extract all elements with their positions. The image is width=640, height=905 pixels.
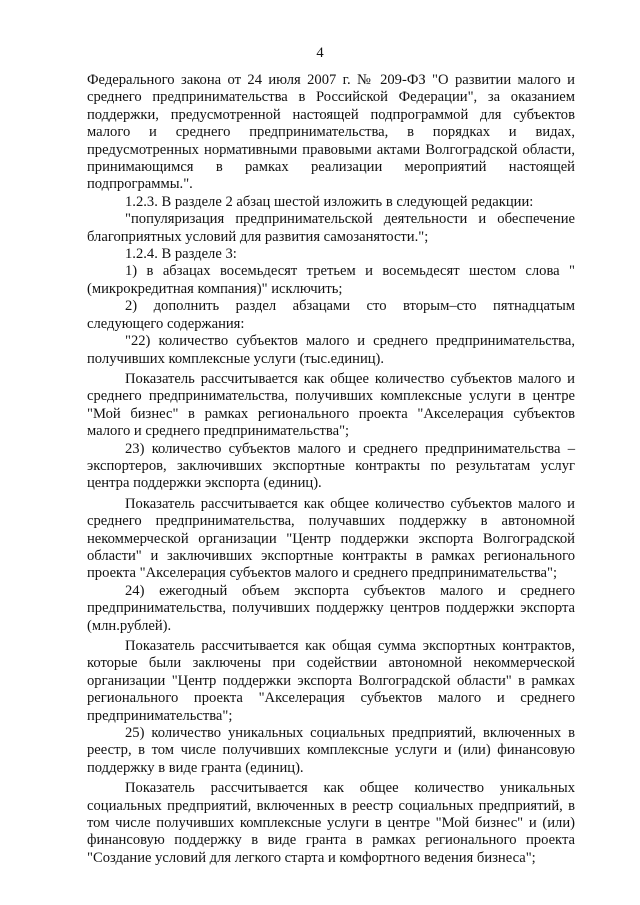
paragraph-item-1: 1) в абзацах восемьдесят третьем и восемьдесят шестом слова "(микрокредитная компания)" исключить; <box>87 263 575 297</box>
paragraph-indicator-22: "22) количество субъектов малого и среднего предпринимательства, получивших комплексные услуги (тыс.единиц). <box>87 333 575 367</box>
paragraph-continuation: Федерального закона от 24 июля 2007 г. № 209-ФЗ "О развитии малого и среднего предпринимательства в Российской Федерации", за оказанием поддержки, предусмотренной настоящей подпрограммой для субъектов малого и среднего предпринимательства, в порядках и видах, предусмотренных нормативными правовыми актами Волгоградской области, принимающимся в рамках реализации мероприятий настоящей подпрограммы.". <box>87 72 575 193</box>
paragraph-indicator-23-method: Показатель рассчитывается как общее количество субъектов малого и среднего предпринимательства, получавших поддержку в автономной некоммерческой организации "Центр поддержки экспорта Волгоградской области" и заключивших экспортные контракты в рамках регионального проекта "Акселерация субъектов малого и среднего предпринимательства"; <box>87 495 575 582</box>
paragraph-indicator-24-method: Показатель рассчитывается как общая сумма экспортных контрактов, которые были заключены при содействии автономной некоммерческой организации "Центр поддержки экспорта Волгоградской области" в рамках регионального проекта "Акселерация субъектов малого и среднего предпринимательства"; <box>87 638 575 724</box>
paragraph-indicator-23: 23) количество субъектов малого и среднего предпринимательства – экспортеров, заключивших экспортные контракты по результатам услуг центра поддержки экспорта (единиц). <box>87 440 575 492</box>
paragraph-1-2-4: 1.2.4. В разделе 3: <box>125 246 237 263</box>
paragraph-indicator-25-method: Показатель рассчитывается как общее количество уникальных социальных предприятий, включенных в реестр социальных предприятий, в том числе получивших комплексные услуги в центре "Мой бизнес" и (или) финансовую поддержку в виде гранта в рамках регионального проекта "Создание условий для легкого старта и комфортного ведения бизнеса"; <box>87 780 575 866</box>
paragraph-indicator-25: 25) количество уникальных социальных предприятий, включенных в реестр, в том числе получивших комплексные услуги и (или) финансовую поддержку в виде гранта (единиц). <box>87 725 575 776</box>
paragraph-item-2: 2) дополнить раздел абзацами сто вторым–сто пятнадцатым следующего содержания: <box>87 298 575 332</box>
paragraph-quote-popularization: "популяризация предпринимательской деятельности и обеспечение благоприятных условий для развития самозанятости."; <box>87 211 575 245</box>
paragraph-indicator-22-method: Показатель рассчитывается как общее количество субъектов малого и среднего предпринимательства, получивших комплексные услуги в центре "Мой бизнес" в рамках регионального проекта "Акселерация субъектов малого и среднего предпринимательства"; <box>87 370 575 440</box>
document-body <box>87 72 575 867</box>
paragraph-1-2-3: 1.2.3. В разделе 2 абзац шестой изложить в следующей редакции: <box>125 193 534 210</box>
page-number: 4 <box>316 45 324 61</box>
paragraph-indicator-24: 24) ежегодный объем экспорта субъектов малого и среднего предпринимательства, получивших поддержку центров поддержки экспорта (млн.рублей). <box>87 582 575 634</box>
